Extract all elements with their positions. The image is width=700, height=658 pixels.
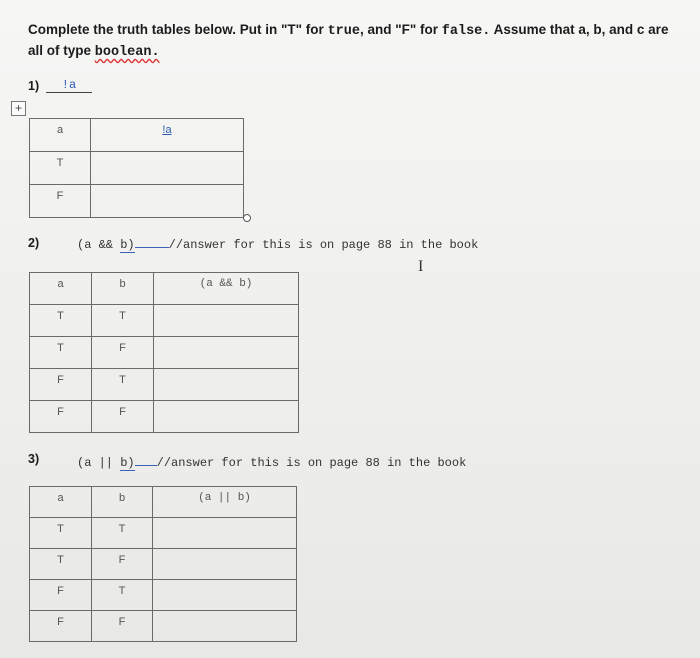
q3-truth-table bbox=[29, 486, 297, 642]
table-row bbox=[30, 152, 244, 185]
table-row: T F bbox=[30, 337, 299, 369]
q2-answer-cell[interactable] bbox=[154, 369, 299, 401]
text-cursor-icon: I bbox=[418, 258, 424, 275]
table-header-row: a b (a || b) bbox=[30, 487, 297, 518]
q3-expression: (a || b) //answer for this is on page 88 in the book bbox=[77, 456, 467, 470]
q1-answer-cell[interactable] bbox=[91, 152, 244, 185]
code-boolean: boolean. bbox=[94, 45, 160, 60]
q1-cell-a: T bbox=[30, 152, 91, 185]
q1-expression[interactable]: !a bbox=[46, 78, 92, 93]
instructions-part2: , and "F" for bbox=[359, 22, 442, 37]
table-row: T T bbox=[30, 518, 297, 549]
q2-answer-cell[interactable] bbox=[154, 337, 299, 369]
table-row: T T bbox=[30, 305, 299, 337]
q3-answer-cell[interactable] bbox=[153, 518, 297, 549]
table-row bbox=[30, 185, 244, 218]
q1-number: 1) bbox=[28, 79, 40, 93]
table-row: F F bbox=[30, 611, 297, 642]
resize-handle-icon[interactable] bbox=[243, 214, 251, 222]
q3-comment: //answer for this is on page 88 in the book bbox=[156, 456, 467, 470]
move-handle-icon[interactable]: + bbox=[11, 101, 26, 116]
q1-header-not-a: !a bbox=[91, 119, 244, 152]
q3-answer-cell[interactable] bbox=[153, 549, 297, 580]
code-false: false. bbox=[441, 24, 491, 39]
q1-truth-table bbox=[29, 118, 244, 218]
table-row: F F bbox=[30, 401, 299, 433]
q1-header-a: a bbox=[30, 119, 91, 152]
code-true: true bbox=[327, 24, 360, 39]
q1-answer-cell[interactable] bbox=[91, 185, 244, 218]
instructions-part3: Assume that a, b, and c are all of type bbox=[28, 22, 669, 58]
q2-truth-table bbox=[29, 272, 299, 433]
q2-number: 2) bbox=[28, 236, 40, 250]
q3-answer-cell[interactable] bbox=[153, 580, 297, 611]
table-row: F T bbox=[30, 580, 297, 611]
q3-answer-cell[interactable] bbox=[153, 611, 297, 642]
q2-expression: (a && b) //answer for this is on page 88 in the book bbox=[77, 238, 479, 252]
q2-comment: //answer for this is on page 88 in the book bbox=[168, 238, 479, 252]
q3-number: 3) bbox=[28, 452, 40, 466]
instructions-text bbox=[28, 20, 678, 62]
q1-expression-line[interactable] bbox=[46, 78, 92, 93]
q1-cell-a: F bbox=[30, 185, 91, 218]
table-row: F T bbox=[30, 369, 299, 401]
q2-answer-cell[interactable] bbox=[154, 305, 299, 337]
instructions-part1: Complete the truth tables below. Put in "T" for bbox=[28, 22, 328, 37]
table-header-row bbox=[30, 119, 244, 152]
table-header-row: a b (a && b) bbox=[30, 273, 299, 305]
table-row: T F bbox=[30, 549, 297, 580]
q2-answer-cell[interactable] bbox=[154, 401, 299, 433]
